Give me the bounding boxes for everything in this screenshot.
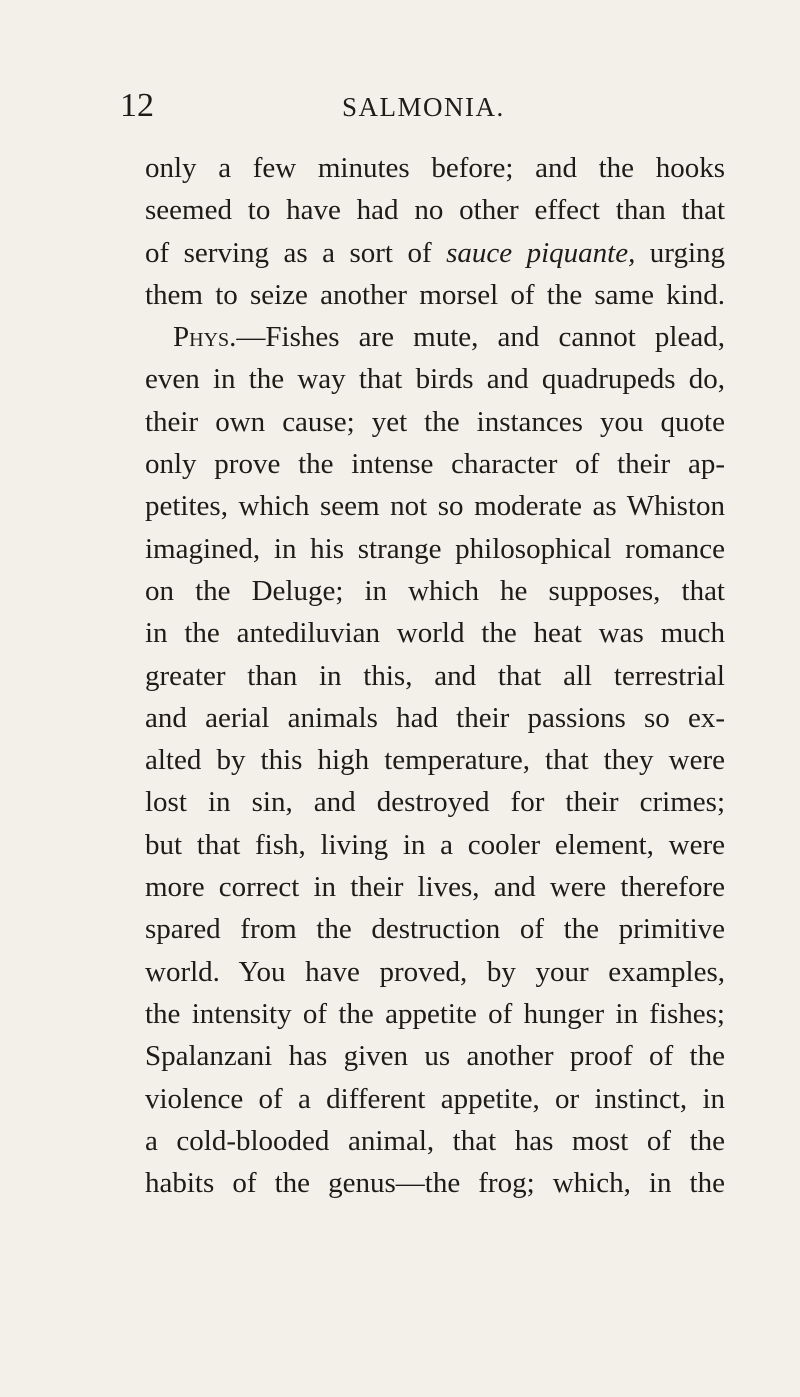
text-line: seemed to have had no other effect than that xyxy=(145,194,725,227)
speaker-line xyxy=(145,316,725,358)
speaker-name: Phys. xyxy=(173,321,237,354)
text-line: only a few minutes before; and the hooks xyxy=(145,152,725,184)
running-title: SALMONIA. xyxy=(342,92,505,122)
text-line: world. You have proved, by your examples, xyxy=(145,955,725,988)
text-line: more correct in their lives, and were therefore xyxy=(145,871,725,904)
speaker-text: —Fishes are mute, and cannot plead, xyxy=(236,321,725,354)
italic-phrase: sauce piquante, xyxy=(446,236,636,269)
text-line: lost in sin, and destroyed for their crimes; xyxy=(145,786,725,819)
text-line: a cold-blooded animal, that has most of the xyxy=(145,1124,725,1157)
body-text xyxy=(145,147,725,1204)
text-line: violence of a different appetite, or instinct, in xyxy=(145,1082,725,1115)
text-line: imagined, in his strange philosophical romance xyxy=(145,532,725,565)
text-line: spared from the destruction of the primitive xyxy=(145,913,725,946)
text-line: the intensity of the appetite of hunger in fishes; xyxy=(145,997,725,1030)
text-line: greater than in this, and that all terrestrial xyxy=(145,659,725,692)
text-line: and aerial animals had their passions so ex- xyxy=(145,701,725,734)
text-line: them to seize another morsel of the same kind. xyxy=(145,278,725,311)
text-segment: urging xyxy=(635,236,725,269)
text-line: even in the way that birds and quadrupeds do, xyxy=(145,363,725,396)
text-line: on the Deluge; in which he supposes, that xyxy=(145,574,725,607)
page-number: 12 xyxy=(120,87,154,124)
text-line: petites, which seem not so moderate as Whiston xyxy=(145,490,725,523)
text-line xyxy=(145,232,725,274)
text-line: only prove the intense character of their ap- xyxy=(145,448,725,481)
text-line: habits of the genus—the frog; which, in the xyxy=(145,1167,725,1200)
text-segment: of serving as a sort of xyxy=(145,236,447,269)
text-line: in the antediluvian world the heat was much xyxy=(145,617,725,650)
text-line: alted by this high temperature, that they were xyxy=(145,744,725,777)
text-line: their own cause; yet the instances you quote xyxy=(145,405,725,438)
text-line: but that fish, living in a cooler element, were xyxy=(145,828,725,861)
text-line: Spalanzani has given us another proof of the xyxy=(145,1040,725,1073)
running-head xyxy=(120,86,725,126)
